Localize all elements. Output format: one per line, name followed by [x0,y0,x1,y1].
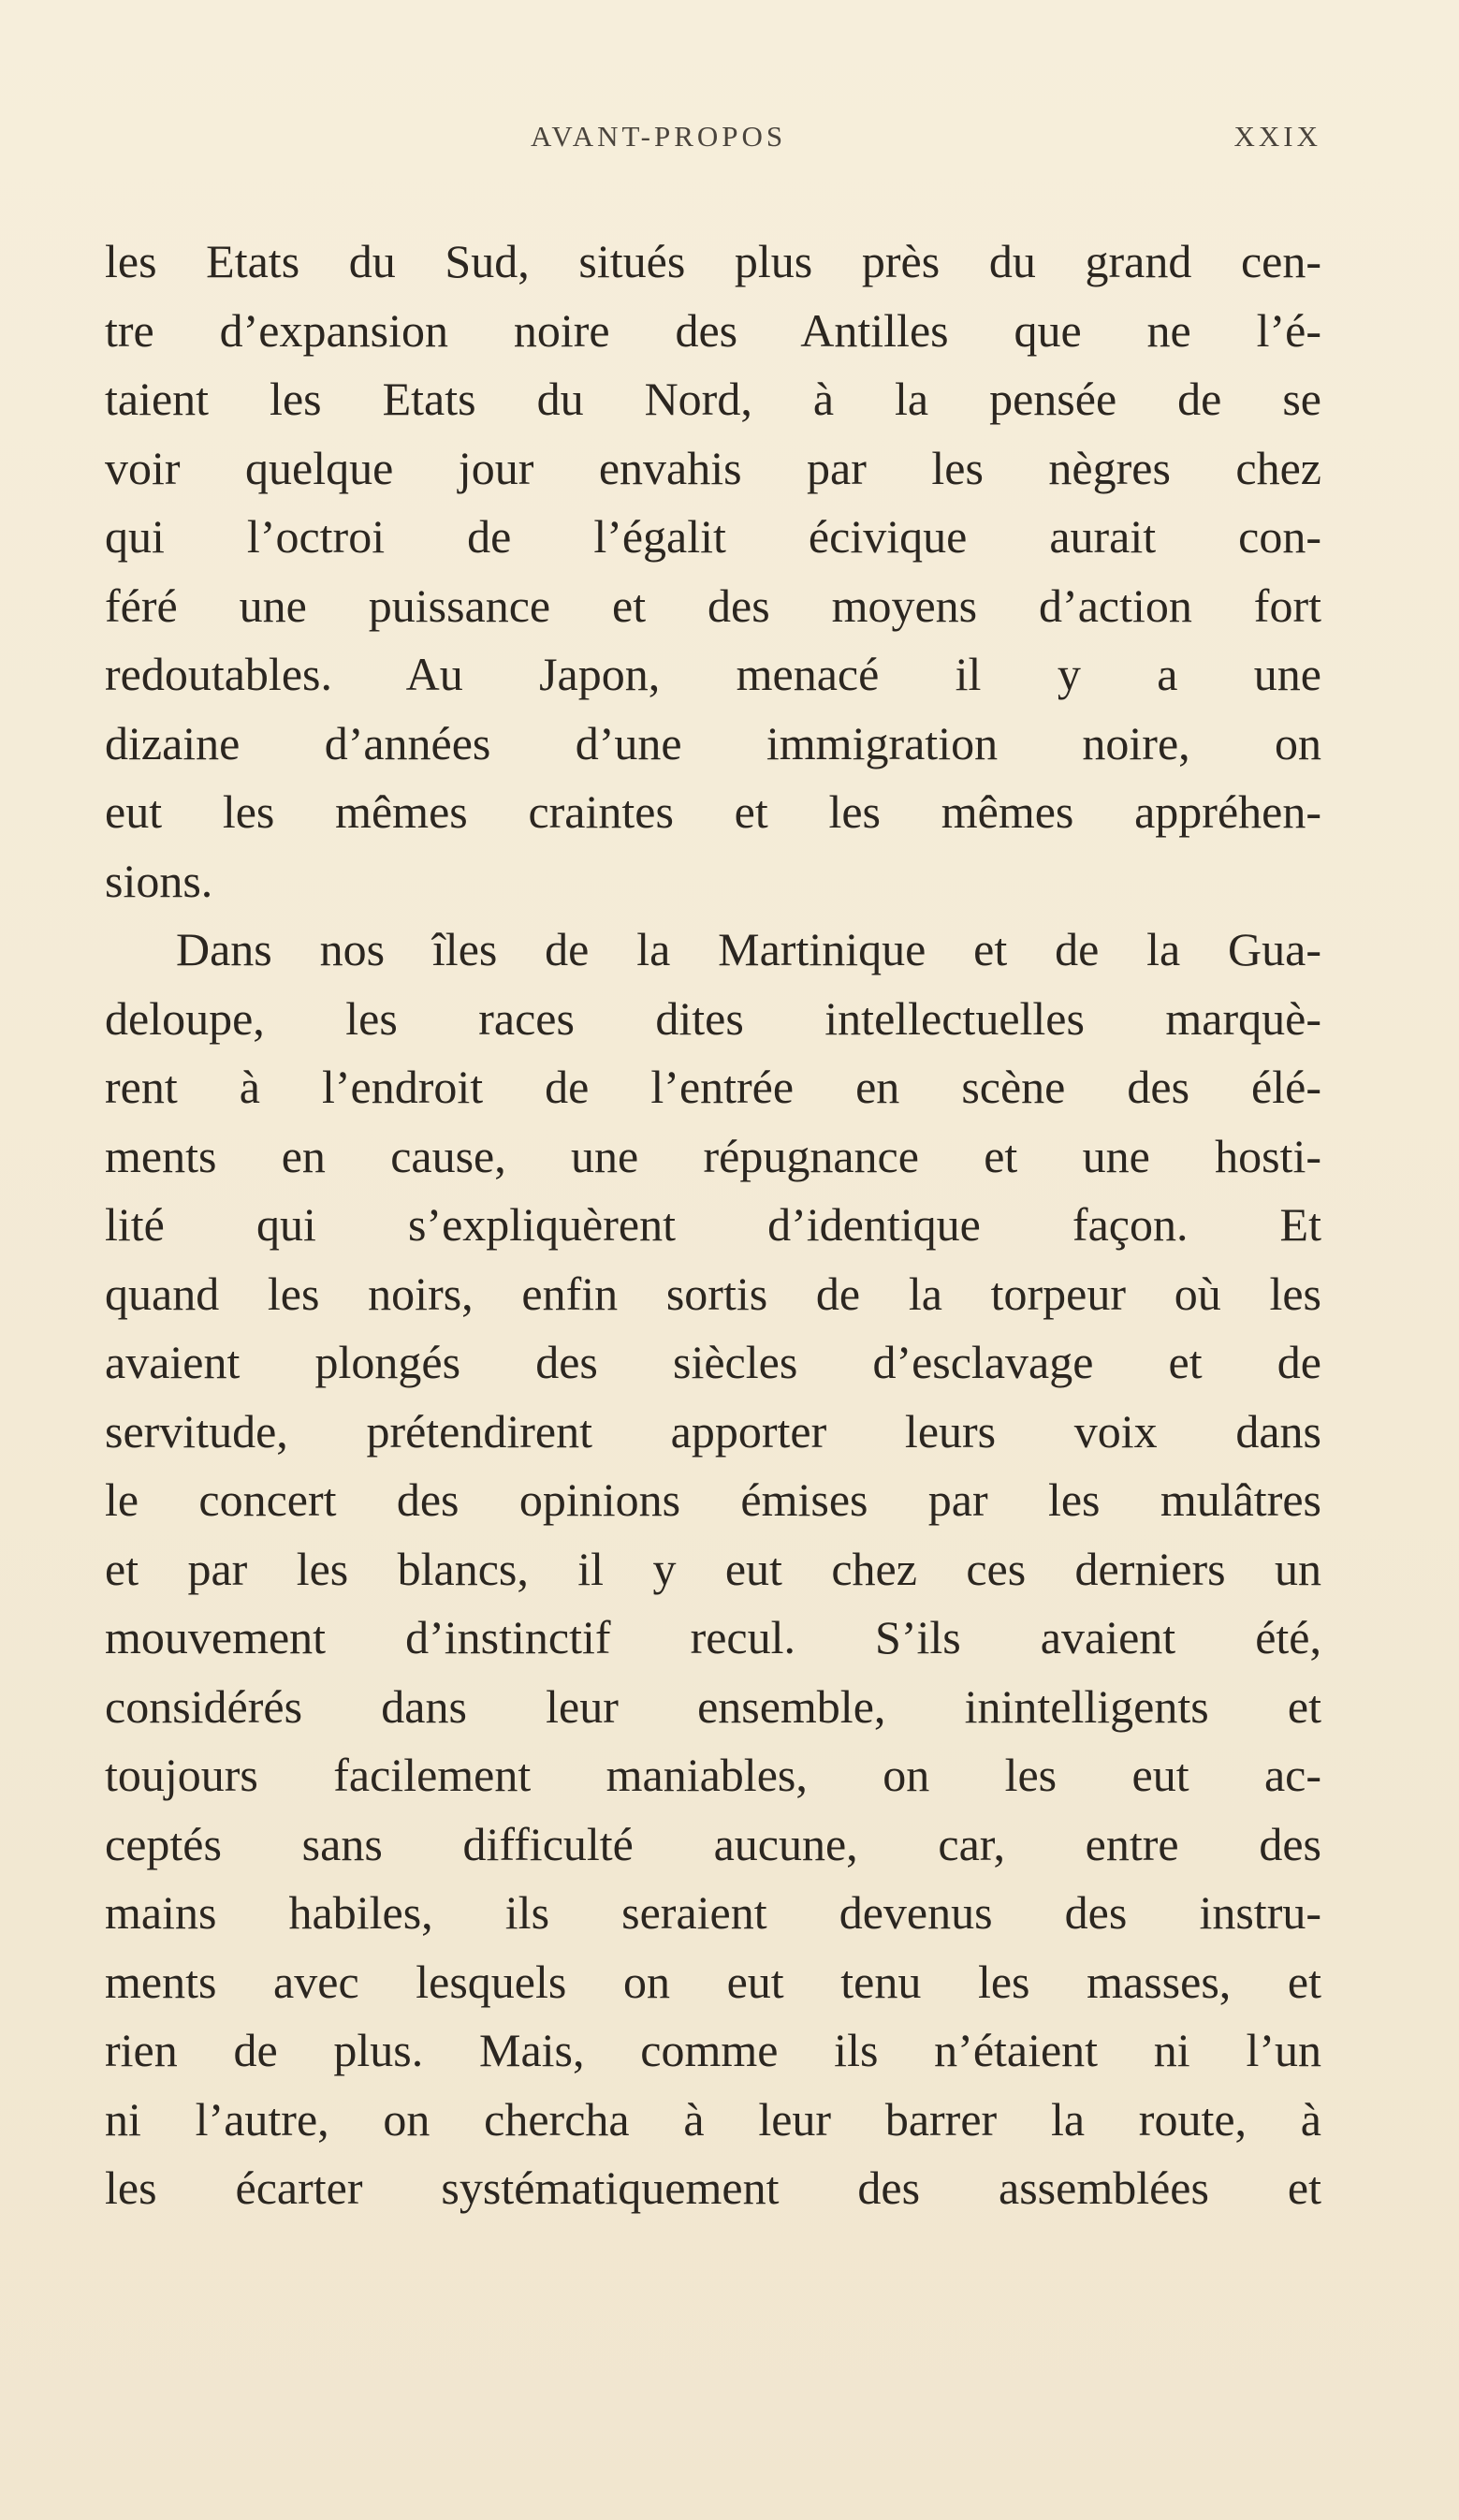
text-line: et par les blancs, il y eut chez ces derniers un [105,1542,1321,1595]
text-line: toujours facilement maniables, on les eut ac- [105,1749,1321,1801]
text-line: qui l’octroi de l’égalit écivique aurait con- [105,510,1321,563]
running-title: AVANT-PROPOS [531,120,787,153]
text-line: eut les mêmes craintes et les mêmes appréhen- [105,785,1321,838]
text-line: deloupe, les races dites intellectuelles marquè- [105,991,1321,1045]
text-line: redoutables. Au Japon, menacé il y a une [105,648,1321,700]
text-line: le concert des opinions émises par les mulâtres [105,1473,1321,1526]
text-line: sions. [105,854,213,907]
text-line: quand les noirs, enfin sortis de la torpeur où les [105,1267,1321,1320]
text-line: Dans nos îles de la Martinique et de la Gua- [176,923,1321,975]
text-line: voir quelque jour envahis par les nègres chez [105,441,1321,494]
text-line: taient les Etats du Nord, à la pensée de se [105,373,1321,425]
text-line: ceptés sans difficulté aucune, car, entre des [105,1817,1321,1870]
text-line: servitude, prétendirent apporter leurs voix dans [105,1404,1321,1458]
text-line: ments avec lesquels on eut tenu les masses, et [105,1955,1321,2008]
text-line: ni l’autre, on chercha à leur barrer la route, à [105,2092,1321,2146]
text-line: considérés dans leur ensemble, inintelligents et [105,1679,1321,1733]
text-line: dizaine d’années d’une immigration noire, on [105,716,1321,769]
text-line: rent à l’endroit de l’entrée en scène des élé- [105,1061,1321,1113]
text-line: mains habiles, ils seraient devenus des instru- [105,1886,1321,1939]
text-line: féré une puissance et des moyens d’action fort [105,579,1321,632]
text-line: ments en cause, une répugnance et une hosti- [105,1129,1321,1182]
text-line: les Etats du Sud, situés plus près du grand cen- [105,235,1321,287]
text-line: tre d’expansion noire des Antilles que ne l’é- [105,303,1321,357]
body-text [105,227,1321,2223]
text-line: lité qui s’expliquèrent d’identique façon. Et [105,1198,1321,1251]
text-line: les écarter systématiquement des assemblées et [105,2161,1321,2214]
running-head [105,120,1321,157]
page-number: XXIX [1233,120,1321,153]
text-line: mouvement d’instinctif recul. S’ils avaient été, [105,1611,1321,1663]
text-line: avaient plongés des siècles d’esclavage et de [105,1336,1321,1388]
text-line: rien de plus. Mais, comme ils n’étaient ni l’un [105,2024,1321,2076]
